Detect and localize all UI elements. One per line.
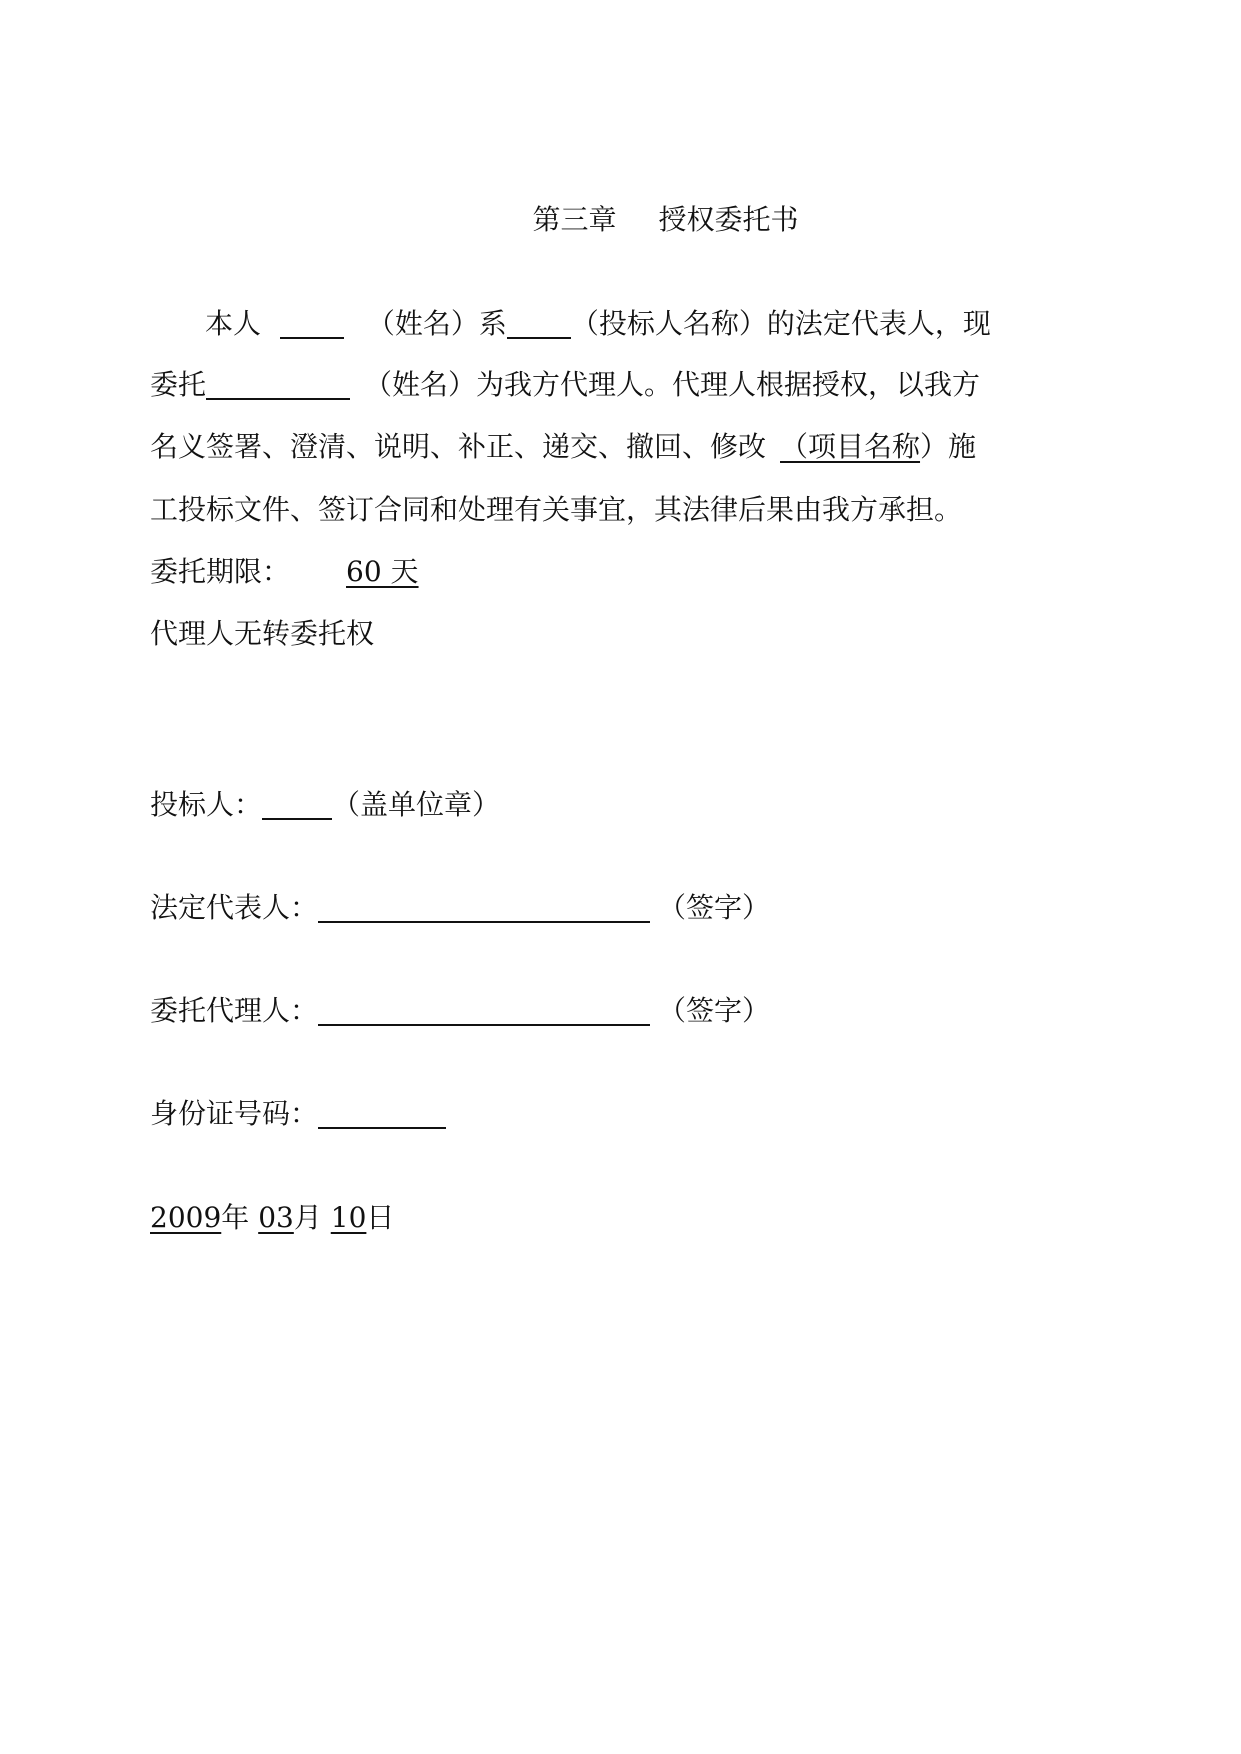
id-number-blank[interactable] bbox=[318, 1097, 446, 1129]
date-month[interactable]: 03 bbox=[258, 1201, 294, 1234]
legal-rep-signature-blank[interactable] bbox=[318, 891, 650, 923]
no-subdelegation-line: 代理人无转委托权 bbox=[150, 617, 375, 650]
agent-signature-blank[interactable] bbox=[318, 994, 650, 1026]
chapter-label: 第三章 bbox=[532, 203, 617, 236]
bidder-blank[interactable] bbox=[262, 788, 332, 820]
document-name: 授权委托书 bbox=[658, 203, 799, 236]
paragraph-line-4: 工投标文件、签订合同和处理有关事宜，其法律后果由我方承担。 bbox=[150, 493, 963, 526]
bidder-name-blank[interactable] bbox=[507, 307, 571, 339]
agent-line: 委托代理人： （签字） bbox=[150, 994, 771, 1027]
date-year[interactable]: 2009 bbox=[150, 1201, 222, 1234]
principal-name-blank[interactable] bbox=[280, 307, 344, 339]
legal-rep-line: 法定代表人： （签字） bbox=[150, 891, 771, 924]
document-title bbox=[0, 200, 1241, 240]
paragraph-line-2: 委托 （姓名）为我方代理人。代理人根据授权，以我方 bbox=[150, 368, 981, 401]
agent-name-blank[interactable] bbox=[206, 368, 350, 400]
term-line: 委托期限： 60 天 bbox=[150, 552, 461, 592]
project-name-field[interactable]: （项目名称 bbox=[780, 430, 921, 463]
id-number-line: 身份证号码： bbox=[150, 1094, 446, 1134]
date-day[interactable]: 10 bbox=[330, 1201, 367, 1234]
bidder-line: 投标人： （盖单位章） bbox=[150, 788, 501, 821]
term-value[interactable]: 60 天 bbox=[346, 555, 419, 588]
date-line: 2009年 03月 10日 bbox=[150, 1201, 395, 1234]
paragraph-line-3: 名义签署、澄清、说明、补正、递交、撤回、修改 （项目名称）施 bbox=[150, 430, 977, 463]
paragraph-line-1: 本人 （姓名）系 （投标人名称）的法定代表人，现 bbox=[205, 307, 991, 340]
